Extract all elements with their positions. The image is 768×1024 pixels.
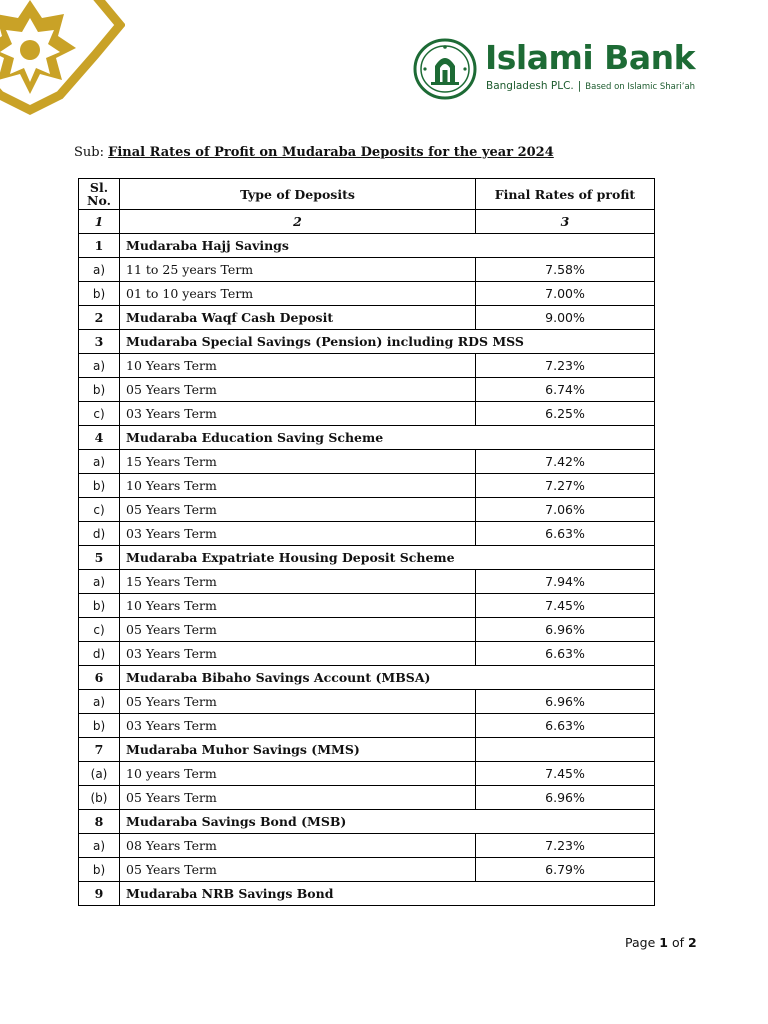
group-row: [79, 234, 655, 258]
table-row: [79, 834, 655, 858]
table-row: [79, 450, 655, 474]
table-row: [79, 642, 655, 666]
table-row: [79, 378, 655, 402]
group-number: 1: [79, 234, 120, 258]
column-number: 3: [476, 210, 655, 234]
group-rate: 9.00%: [476, 306, 655, 330]
bank-tagline: [486, 80, 695, 92]
group-number: 9: [79, 882, 120, 906]
table-row: [79, 402, 655, 426]
group-rate: [476, 738, 655, 762]
page-number: [625, 935, 697, 950]
item-rate: 6.63%: [476, 522, 655, 546]
table-row: [79, 786, 655, 810]
of-word: of: [671, 935, 684, 950]
group-row: [79, 666, 655, 690]
group-row: [79, 882, 655, 906]
item-term: 05 Years Term: [120, 378, 476, 402]
item-rate: 6.74%: [476, 378, 655, 402]
table-row: [79, 354, 655, 378]
item-term: 10 Years Term: [120, 354, 476, 378]
bank-emblem-icon: [413, 38, 477, 100]
item-label: b): [79, 378, 120, 402]
item-term: 05 Years Term: [120, 498, 476, 522]
item-label: c): [79, 498, 120, 522]
item-label: a): [79, 570, 120, 594]
bank-note: Based on Islamic Shari’ah: [585, 82, 696, 92]
item-rate: 6.63%: [476, 642, 655, 666]
column-number: 2: [120, 210, 476, 234]
group-name: Mudaraba Special Savings (Pension) including RDS MSS: [120, 330, 655, 354]
item-label: (b): [79, 786, 120, 810]
item-term: 08 Years Term: [120, 834, 476, 858]
item-rate: 7.23%: [476, 834, 655, 858]
group-name: Mudaraba Waqf Cash Deposit: [120, 306, 476, 330]
item-term: 05 Years Term: [120, 858, 476, 882]
table-row: [79, 522, 655, 546]
table-row: [79, 690, 655, 714]
item-label: a): [79, 354, 120, 378]
item-label: a): [79, 450, 120, 474]
item-term: 11 to 25 years Term: [120, 258, 476, 282]
item-term: 10 years Term: [120, 762, 476, 786]
item-rate: 6.63%: [476, 714, 655, 738]
item-label: b): [79, 858, 120, 882]
item-term: 05 Years Term: [120, 618, 476, 642]
decorative-ornament-graphic: [0, 0, 125, 118]
item-label: d): [79, 522, 120, 546]
group-name: Mudaraba Muhor Savings (MMS): [120, 738, 476, 762]
item-label: (a): [79, 762, 120, 786]
group-number: 7: [79, 738, 120, 762]
group-name: Mudaraba NRB Savings Bond: [120, 882, 655, 906]
item-label: a): [79, 834, 120, 858]
subject-line: [74, 145, 554, 160]
item-term: 05 Years Term: [120, 786, 476, 810]
item-label: c): [79, 402, 120, 426]
group-number: 8: [79, 810, 120, 834]
item-label: b): [79, 714, 120, 738]
item-label: b): [79, 594, 120, 618]
item-label: b): [79, 474, 120, 498]
item-label: b): [79, 282, 120, 306]
item-rate: 7.58%: [476, 258, 655, 282]
group-name: Mudaraba Bibaho Savings Account (MBSA): [120, 666, 655, 690]
group-row: [79, 330, 655, 354]
item-rate: 7.45%: [476, 762, 655, 786]
column-header-type: Type of Deposits: [120, 179, 476, 210]
column-header-sl-no: Sl. No.: [79, 179, 120, 210]
subject-prefix: Sub:: [74, 145, 104, 160]
column-number-row: [79, 210, 655, 234]
item-rate: 7.27%: [476, 474, 655, 498]
bank-logo: [413, 38, 713, 100]
profit-rates-table: [78, 178, 655, 906]
group-row: [79, 306, 655, 330]
table-row: [79, 474, 655, 498]
item-term: 05 Years Term: [120, 690, 476, 714]
item-rate: 7.00%: [476, 282, 655, 306]
table-row: [79, 258, 655, 282]
group-number: 3: [79, 330, 120, 354]
table-row: [79, 858, 655, 882]
column-header-rate: Final Rates of profit: [476, 179, 655, 210]
item-rate: 6.96%: [476, 786, 655, 810]
item-term: 10 Years Term: [120, 594, 476, 618]
group-number: 4: [79, 426, 120, 450]
item-rate: 6.25%: [476, 402, 655, 426]
group-name: Mudaraba Education Saving Scheme: [120, 426, 655, 450]
item-rate: 7.45%: [476, 594, 655, 618]
item-rate: 6.96%: [476, 618, 655, 642]
table-body: [79, 234, 655, 906]
table-row: [79, 282, 655, 306]
group-name: Mudaraba Hajj Savings: [120, 234, 655, 258]
item-term: 01 to 10 years Term: [120, 282, 476, 306]
group-name: Mudaraba Expatriate Housing Deposit Scheme: [120, 546, 655, 570]
column-number: 1: [79, 210, 120, 234]
item-term: 03 Years Term: [120, 402, 476, 426]
item-rate: 6.96%: [476, 690, 655, 714]
item-label: c): [79, 618, 120, 642]
item-label: a): [79, 258, 120, 282]
group-row: [79, 738, 655, 762]
group-number: 2: [79, 306, 120, 330]
table-row: [79, 594, 655, 618]
table-row: [79, 714, 655, 738]
tagline-separator: |: [577, 80, 582, 92]
table-header-row: [79, 179, 655, 210]
group-name: Mudaraba Savings Bond (MSB): [120, 810, 655, 834]
page-word: Page: [625, 935, 656, 950]
bank-sub: Bangladesh PLC.: [486, 80, 574, 92]
bank-name: Islami Bank: [485, 38, 696, 77]
item-label: a): [79, 690, 120, 714]
item-label: d): [79, 642, 120, 666]
group-number: 6: [79, 666, 120, 690]
table-row: [79, 498, 655, 522]
group-row: [79, 426, 655, 450]
subject-title: Final Rates of Profit on Mudaraba Deposits for the year 2024: [108, 145, 554, 160]
item-rate: 7.42%: [476, 450, 655, 474]
table-row: [79, 762, 655, 786]
item-rate: 6.79%: [476, 858, 655, 882]
group-row: [79, 810, 655, 834]
item-term: 03 Years Term: [120, 714, 476, 738]
page-total: 2: [687, 935, 697, 950]
item-term: 10 Years Term: [120, 474, 476, 498]
item-rate: 7.23%: [476, 354, 655, 378]
item-term: 15 Years Term: [120, 450, 476, 474]
item-term: 03 Years Term: [120, 642, 476, 666]
group-row: [79, 546, 655, 570]
table-row: [79, 618, 655, 642]
table-row: [79, 570, 655, 594]
item-term: 15 Years Term: [120, 570, 476, 594]
item-rate: 7.06%: [476, 498, 655, 522]
item-rate: 7.94%: [476, 570, 655, 594]
page-current: 1: [659, 935, 668, 950]
item-term: 03 Years Term: [120, 522, 476, 546]
group-number: 5: [79, 546, 120, 570]
